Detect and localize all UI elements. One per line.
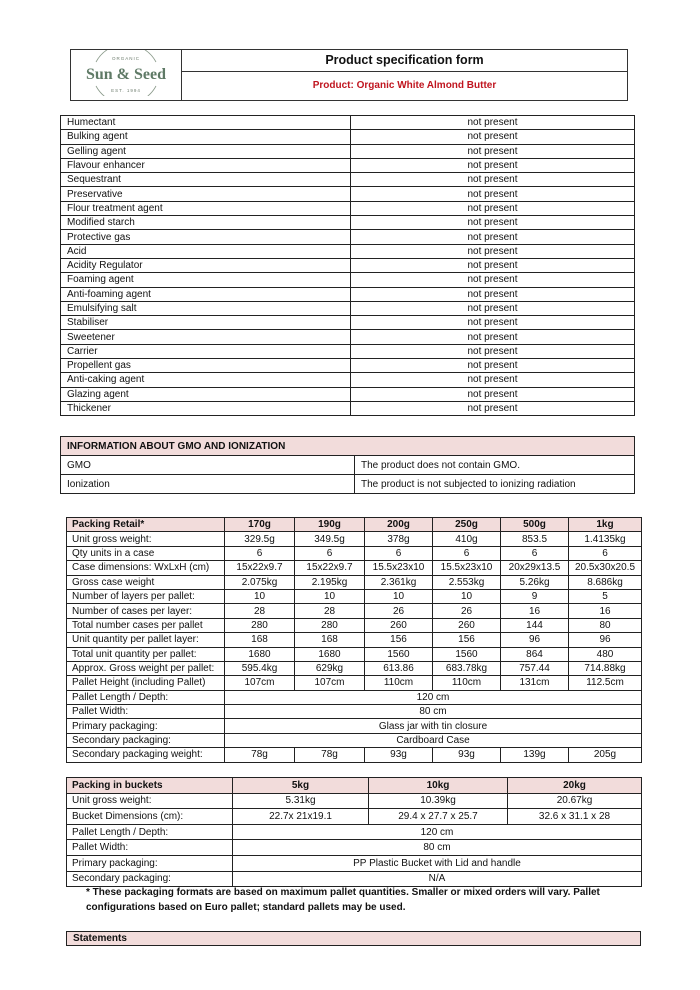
- table-row: [61, 475, 635, 494]
- additive-status: not present: [351, 216, 635, 230]
- bucket-row-label: Pallet Width:: [67, 840, 233, 856]
- table-row: [67, 561, 642, 575]
- bucket-span-cell: 120 cm: [233, 824, 642, 840]
- packing-retail-table: [66, 517, 642, 763]
- retail-cell: 2.195kg: [295, 575, 365, 589]
- ionization-label: Ionization: [61, 475, 355, 494]
- additive-status: not present: [351, 144, 635, 158]
- table-row: [67, 705, 642, 719]
- retail-cell: 410g: [433, 532, 501, 546]
- retail-cell: 26: [365, 604, 433, 618]
- table-row: [67, 676, 642, 690]
- retail-size-header: 170g: [225, 518, 295, 532]
- retail-row-label: Secondary packaging weight:: [67, 748, 225, 762]
- bucket-cell: 20.67kg: [508, 793, 642, 809]
- table-row: [61, 230, 635, 244]
- retail-cell: 6: [433, 546, 501, 560]
- retail-row-label: Unit gross weight:: [67, 532, 225, 546]
- bucket-span-cell: 80 cm: [233, 840, 642, 856]
- retail-cell: 5: [569, 589, 642, 603]
- table-row: [61, 187, 635, 201]
- additive-name: Propellent gas: [61, 359, 351, 373]
- table-row: [67, 855, 642, 871]
- bucket-size-header: 20kg: [508, 778, 642, 794]
- table-row: [67, 647, 642, 661]
- retail-size-header: 200g: [365, 518, 433, 532]
- additive-name: Carrier: [61, 344, 351, 358]
- table-row: [61, 287, 635, 301]
- retail-cell: 107cm: [295, 676, 365, 690]
- ionization-value: The product is not subjected to ionizing radiation: [355, 475, 635, 494]
- table-row: [61, 258, 635, 272]
- additive-name: Bulking agent: [61, 130, 351, 144]
- retail-cell: 15.5x23x10: [433, 561, 501, 575]
- retail-cell: 6: [295, 546, 365, 560]
- retail-cell: 93g: [365, 748, 433, 762]
- retail-cell: 16: [501, 604, 569, 618]
- retail-span-cell: 80 cm: [225, 705, 642, 719]
- retail-cell: 613.86: [365, 661, 433, 675]
- table-row: [67, 618, 642, 632]
- retail-span-cell: 120 cm: [225, 690, 642, 704]
- bucket-span-cell: PP Plastic Bucket with Lid and handle: [233, 855, 642, 871]
- retail-cell: 349.5g: [295, 532, 365, 546]
- additive-name: Acid: [61, 244, 351, 258]
- retail-cell: 93g: [433, 748, 501, 762]
- additive-status: not present: [351, 330, 635, 344]
- additive-status: not present: [351, 359, 635, 373]
- retail-row-label: Approx. Gross weight per pallet:: [67, 661, 225, 675]
- retail-cell: 16: [569, 604, 642, 618]
- additive-status: not present: [351, 116, 635, 130]
- retail-cell: 28: [295, 604, 365, 618]
- retail-cell: 96: [501, 633, 569, 647]
- retail-cell: 757.44: [501, 661, 569, 675]
- table-row: [61, 130, 635, 144]
- retail-cell: 329.5g: [225, 532, 295, 546]
- table-row: [67, 589, 642, 603]
- retail-cell: 853.5: [501, 532, 569, 546]
- buckets-heading: Packing in buckets: [67, 778, 233, 794]
- table-row: [67, 778, 642, 794]
- additives-table: [60, 115, 635, 416]
- retail-cell: 20x29x13.5: [501, 561, 569, 575]
- packing-buckets-table: [66, 777, 642, 887]
- retail-cell: 144: [501, 618, 569, 632]
- retail-cell: 6: [225, 546, 295, 560]
- retail-cell: 595.4kg: [225, 661, 295, 675]
- product-line: Product: Organic White Almond Butter: [182, 71, 628, 100]
- retail-cell: 683.78kg: [433, 661, 501, 675]
- additive-name: Acidity Regulator: [61, 258, 351, 272]
- additive-name: Stabiliser: [61, 316, 351, 330]
- header-table: [70, 49, 628, 101]
- bucket-cell: 32.6 x 31.1 x 28: [508, 809, 642, 825]
- additive-name: Glazing agent: [61, 387, 351, 401]
- retail-cell: 864: [501, 647, 569, 661]
- sun-and-seed-logo: [74, 50, 178, 96]
- retail-row-label: Gross case weight: [67, 575, 225, 589]
- retail-size-header: 190g: [295, 518, 365, 532]
- retail-cell: 1680: [295, 647, 365, 661]
- retail-span-cell: Glass jar with tin closure: [225, 719, 642, 733]
- additive-name: Humectant: [61, 116, 351, 130]
- retail-row-label: Primary packaging:: [67, 719, 225, 733]
- additive-name: Modified starch: [61, 216, 351, 230]
- additive-name: Emulsifying salt: [61, 301, 351, 315]
- retail-row-label: Pallet Length / Depth:: [67, 690, 225, 704]
- retail-row-label: Number of cases per layer:: [67, 604, 225, 618]
- additive-name: Sweetener: [61, 330, 351, 344]
- table-row: [61, 387, 635, 401]
- retail-cell: 168: [295, 633, 365, 647]
- bucket-row-label: Unit gross weight:: [67, 793, 233, 809]
- retail-cell: 20.5x30x20.5: [569, 561, 642, 575]
- additive-name: Flour treatment agent: [61, 201, 351, 215]
- retail-span-cell: Cardboard Case: [225, 733, 642, 747]
- retail-cell: 280: [295, 618, 365, 632]
- retail-cell: 15.5x23x10: [365, 561, 433, 575]
- retail-cell: 714.88kg: [569, 661, 642, 675]
- additive-status: not present: [351, 201, 635, 215]
- additive-status: not present: [351, 158, 635, 172]
- bucket-cell: 29.4 x 27.7 x 25.7: [369, 809, 508, 825]
- retail-cell: 6: [501, 546, 569, 560]
- gmo-value: The product does not contain GMO.: [355, 456, 635, 475]
- retail-cell: 15x22x9.7: [295, 561, 365, 575]
- retail-cell: 110cm: [365, 676, 433, 690]
- retail-row-label: Number of layers per pallet:: [67, 589, 225, 603]
- bucket-row-label: Pallet Length / Depth:: [67, 824, 233, 840]
- retail-cell: 10: [433, 589, 501, 603]
- bucket-row-label: Secondary packaging:: [67, 871, 233, 887]
- retail-cell: 110cm: [433, 676, 501, 690]
- additive-name: Anti-caking agent: [61, 373, 351, 387]
- table-row: [61, 158, 635, 172]
- table-row: [67, 604, 642, 618]
- table-row: [61, 330, 635, 344]
- additive-status: not present: [351, 287, 635, 301]
- retail-cell: 1560: [433, 647, 501, 661]
- table-row: [67, 871, 642, 887]
- table-row: [67, 532, 642, 546]
- retail-cell: 9: [501, 589, 569, 603]
- retail-cell: 260: [365, 618, 433, 632]
- retail-cell: 156: [365, 633, 433, 647]
- additive-status: not present: [351, 258, 635, 272]
- retail-cell: 1.4135kg: [569, 532, 642, 546]
- additive-name: Gelling agent: [61, 144, 351, 158]
- retail-row-label: Total number cases per pallet: [67, 618, 225, 632]
- retail-cell: 260: [433, 618, 501, 632]
- additive-status: not present: [351, 130, 635, 144]
- retail-cell: 78g: [225, 748, 295, 762]
- retail-cell: 205g: [569, 748, 642, 762]
- form-title: Product specification form: [182, 50, 628, 72]
- retail-row-label: Unit quantity per pallet layer:: [67, 633, 225, 647]
- retail-cell: 2.075kg: [225, 575, 295, 589]
- retail-row-label: Secondary packaging:: [67, 733, 225, 747]
- additive-name: Flavour enhancer: [61, 158, 351, 172]
- statements-heading: Statements: [67, 932, 641, 946]
- retail-size-header: 500g: [501, 518, 569, 532]
- logo-main-text: Sun & Seed: [85, 66, 167, 83]
- retail-cell: 10: [295, 589, 365, 603]
- retail-size-header: 250g: [433, 518, 501, 532]
- retail-cell: 480: [569, 647, 642, 661]
- table-row: [67, 748, 642, 762]
- retail-cell: 5.26kg: [501, 575, 569, 589]
- logo-bottom-text: EST. 1994: [111, 88, 141, 93]
- bucket-row-label: Primary packaging:: [67, 855, 233, 871]
- additive-status: not present: [351, 301, 635, 315]
- retail-cell: 80: [569, 618, 642, 632]
- logo-top-text: ORGANIC: [111, 56, 141, 61]
- retail-cell: 10: [225, 589, 295, 603]
- additive-name: Thickener: [61, 401, 351, 415]
- packaging-note: * These packaging formats are based on maximum pallet quantities. Smaller or mixed orders will vary. Pallet configurations based on Euro pallet; standard pallets may be used.: [86, 887, 600, 913]
- retail-row-label: Pallet Height (including Pallet): [67, 676, 225, 690]
- table-row: [61, 116, 635, 130]
- table-row: [67, 575, 642, 589]
- table-row: [61, 456, 635, 475]
- retail-cell: 96: [569, 633, 642, 647]
- additive-status: not present: [351, 316, 635, 330]
- table-row: [61, 401, 635, 415]
- additive-name: Protective gas: [61, 230, 351, 244]
- table-row: [61, 201, 635, 215]
- additive-status: not present: [351, 373, 635, 387]
- table-row: [61, 359, 635, 373]
- table-row: [61, 273, 635, 287]
- bucket-size-header: 5kg: [233, 778, 369, 794]
- table-row: [67, 733, 642, 747]
- additive-name: Anti-foaming agent: [61, 287, 351, 301]
- additive-status: not present: [351, 230, 635, 244]
- retail-cell: 1560: [365, 647, 433, 661]
- table-row: [67, 633, 642, 647]
- retail-cell: 131cm: [501, 676, 569, 690]
- table-row: [61, 173, 635, 187]
- additive-status: not present: [351, 187, 635, 201]
- additive-name: Sequestrant: [61, 173, 351, 187]
- bucket-size-header: 10kg: [369, 778, 508, 794]
- bucket-row-label: Bucket Dimensions (cm):: [67, 809, 233, 825]
- table-row: [67, 793, 642, 809]
- additive-status: not present: [351, 173, 635, 187]
- retail-heading: Packing Retail*: [67, 518, 225, 532]
- table-row: [67, 518, 642, 532]
- table-row: [67, 690, 642, 704]
- retail-cell: 78g: [295, 748, 365, 762]
- table-row: [67, 824, 642, 840]
- retail-cell: 168: [225, 633, 295, 647]
- table-row: [61, 301, 635, 315]
- table-row: [67, 719, 642, 733]
- retail-cell: 1680: [225, 647, 295, 661]
- additive-status: not present: [351, 387, 635, 401]
- table-row: [67, 809, 642, 825]
- additive-status: not present: [351, 401, 635, 415]
- gmo-heading: INFORMATION ABOUT GMO AND IONIZATION: [61, 437, 635, 456]
- retail-cell: 26: [433, 604, 501, 618]
- retail-cell: 10: [365, 589, 433, 603]
- retail-cell: 28: [225, 604, 295, 618]
- gmo-label: GMO: [61, 456, 355, 475]
- retail-cell: 2.553kg: [433, 575, 501, 589]
- retail-row-label: Pallet Width:: [67, 705, 225, 719]
- retail-row-label: Case dimensions: WxLxH (cm): [67, 561, 225, 575]
- table-row: [61, 316, 635, 330]
- retail-cell: 139g: [501, 748, 569, 762]
- table-row: [67, 840, 642, 856]
- bucket-span-cell: N/A: [233, 871, 642, 887]
- table-row: [67, 546, 642, 560]
- additive-status: not present: [351, 344, 635, 358]
- additive-status: not present: [351, 244, 635, 258]
- table-row: [61, 144, 635, 158]
- table-row: [61, 216, 635, 230]
- table-row: [61, 244, 635, 258]
- retail-row-label: Total unit quantity per pallet:: [67, 647, 225, 661]
- bucket-cell: 10.39kg: [369, 793, 508, 809]
- retail-cell: 6: [365, 546, 433, 560]
- additive-status: not present: [351, 273, 635, 287]
- gmo-ionization-table: [60, 436, 635, 494]
- statements-table: [66, 931, 641, 946]
- retail-cell: 378g: [365, 532, 433, 546]
- retail-cell: 156: [433, 633, 501, 647]
- additive-name: Preservative: [61, 187, 351, 201]
- retail-row-label: Qty units in a case: [67, 546, 225, 560]
- logo-cell: [71, 50, 182, 101]
- table-row: [67, 661, 642, 675]
- retail-cell: 629kg: [295, 661, 365, 675]
- bucket-cell: 5.31kg: [233, 793, 369, 809]
- retail-cell: 8.686kg: [569, 575, 642, 589]
- retail-cell: 6: [569, 546, 642, 560]
- retail-cell: 280: [225, 618, 295, 632]
- retail-size-header: 1kg: [569, 518, 642, 532]
- table-row: [61, 373, 635, 387]
- retail-cell: 15x22x9.7: [225, 561, 295, 575]
- retail-cell: 112.5cm: [569, 676, 642, 690]
- table-row: [61, 344, 635, 358]
- additive-name: Foaming agent: [61, 273, 351, 287]
- retail-cell: 107cm: [225, 676, 295, 690]
- bucket-cell: 22.7x 21x19.1: [233, 809, 369, 825]
- retail-cell: 2.361kg: [365, 575, 433, 589]
